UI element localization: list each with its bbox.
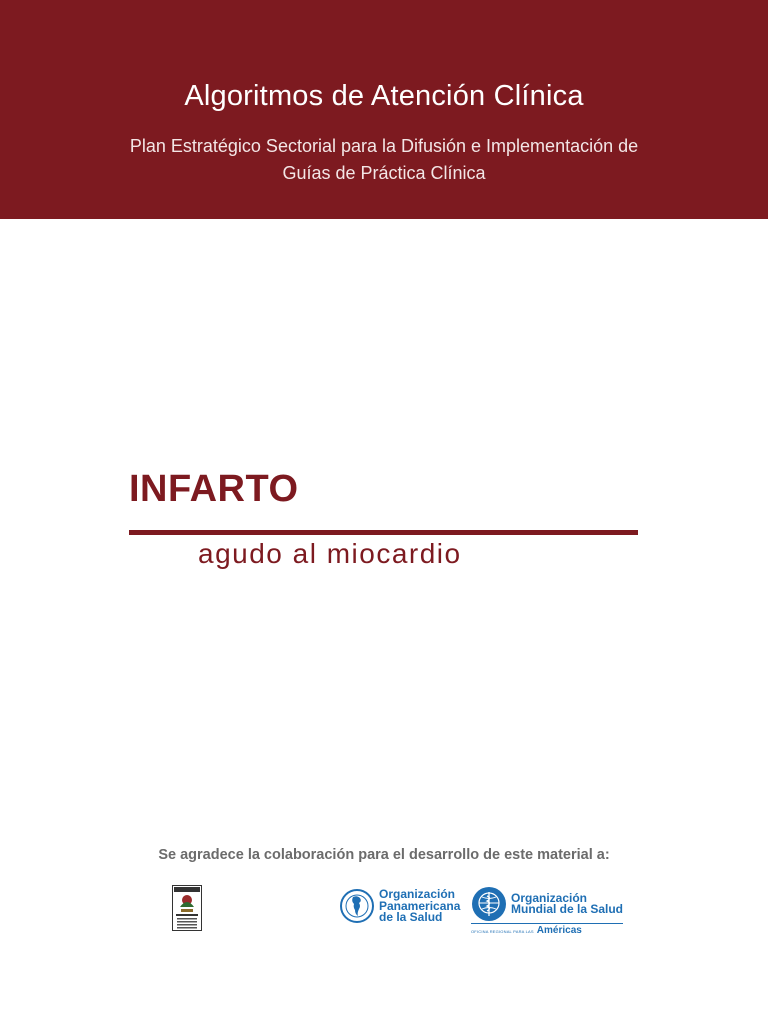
header-band xyxy=(0,0,768,219)
oms-regional-line xyxy=(471,923,623,936)
oms-regional-small: OFICINA REGIONAL PARA LAS xyxy=(471,929,534,934)
oms-logo-text: Organización Mundial de la Salud xyxy=(511,890,624,916)
imss-logo xyxy=(172,885,202,931)
title-divider xyxy=(129,530,638,535)
ops-logo xyxy=(340,889,460,924)
oms-logo xyxy=(471,886,623,936)
header-subtitle-line2: Guías de Práctica Clínica xyxy=(282,163,486,183)
cover-title: INFARTO xyxy=(129,468,299,510)
header-subtitle xyxy=(0,133,768,187)
ops-logo-text: Organización Panamericana de la Salud xyxy=(379,887,461,924)
header-subtitle-line1: Plan Estratégico Sectorial para la Difusión e Implementación de xyxy=(129,136,639,156)
who-emblem-icon xyxy=(471,886,507,922)
acknowledgement-text: Se agradece la colaboración para el desarrollo de este material a: xyxy=(158,847,610,863)
header-title: Algoritmos de Atención Clínica xyxy=(184,80,584,112)
cover-subtitle: agudo al miocardio xyxy=(198,538,462,569)
ops-emblem-icon xyxy=(340,889,374,923)
oms-regional-americas: Américas xyxy=(536,925,582,936)
imss-emblem-icon xyxy=(172,885,202,931)
